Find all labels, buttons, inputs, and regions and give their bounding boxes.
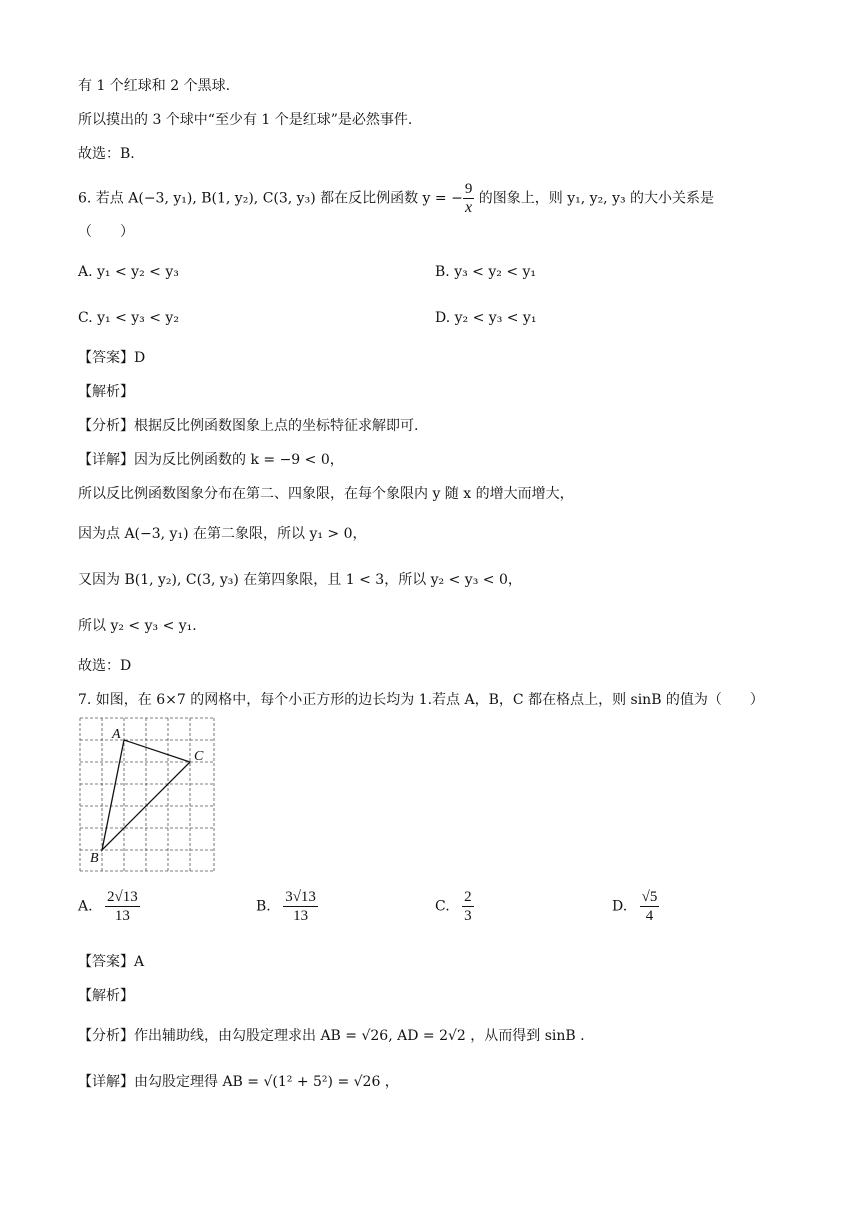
- fraction-numerator: 2: [464, 889, 472, 905]
- option-a: A. y₁ < y₂ < y₃: [78, 264, 179, 280]
- detail-line: 所以 y₂ < y₃ < y₁.: [78, 618, 197, 634]
- text-line: 有 1 个红球和 2 个黑球.: [78, 78, 231, 94]
- analysis-label: 【解析】: [78, 384, 134, 400]
- fraction: [462, 888, 474, 925]
- analysis-label: 【解析】: [78, 988, 134, 1004]
- option-b: [256, 888, 318, 925]
- fraction-numerator: 9: [464, 181, 473, 197]
- point-label-b: B: [90, 851, 99, 866]
- answer-label: 【答案】D: [78, 350, 146, 366]
- option-c: C. y₁ < y₃ < y₂: [78, 310, 179, 326]
- fraction: [283, 888, 318, 925]
- option-label: A.: [78, 898, 93, 915]
- detail-line: 【详解】由勾股定理得 AB = √(1² + 5²) = √26 ，: [78, 1074, 399, 1090]
- option-label: D.: [612, 898, 628, 915]
- question-7-stem: 7. 如图，在 6×7 的网格中，每个小正方形的边长均为 1.若点 A，B，C 都在格点上，则 sinB 的值为（ ）: [78, 692, 764, 708]
- grid-triangle-figure: [78, 716, 218, 874]
- fraction-numerator: √5: [641, 889, 658, 905]
- option-b: B. y₃ < y₂ < y₁: [435, 264, 537, 280]
- analysis-line: 【分析】根据反比例函数图象上点的坐标特征求解即可.: [78, 418, 419, 434]
- question-6-stem: [78, 180, 714, 217]
- selection-line: 故选：D: [78, 658, 132, 674]
- grid: [80, 718, 214, 871]
- fraction: [105, 888, 140, 925]
- fraction: [463, 180, 475, 217]
- detail-line: 所以反比例函数图象分布在第二、四象限，在每个象限内 y 随 x 的增大而增大，: [78, 486, 574, 502]
- text-line: 故选：B.: [78, 146, 135, 162]
- option-d: D. y₂ < y₃ < y₁: [435, 310, 537, 326]
- fraction-numerator: 3√13: [285, 889, 316, 905]
- q6-stem-part1: 6. 若点 A(−3, y₁), B(1, y₂), C(3, y₃) 都在反比例函数 y = −: [78, 190, 463, 207]
- answer-label: 【答案】A: [78, 954, 145, 970]
- fraction-denominator: x: [465, 199, 473, 216]
- option-label: C.: [435, 898, 450, 915]
- detail-line: 【详解】因为反比例函数的 k = −9 < 0，: [78, 452, 344, 468]
- fraction: [640, 888, 660, 925]
- fraction-denominator: 3: [464, 908, 472, 924]
- text-line: 所以摸出的 3 个球中“至少有 1 个是红球”是必然事件.: [78, 112, 413, 128]
- detail-line: 又因为 B(1, y₂), C(3, y₃) 在第四象限，且 1 < 3，所以 y₂ < y₃ < 0，: [78, 572, 522, 588]
- point-label-a: A: [112, 727, 121, 742]
- option-label: B.: [256, 898, 271, 915]
- detail-line: 因为点 A(−3, y₁) 在第二象限，所以 y₁ > 0，: [78, 526, 367, 542]
- fraction-numerator: 2√13: [107, 889, 138, 905]
- answer-paren: （ ）: [78, 224, 134, 240]
- option-c: [435, 888, 474, 925]
- option-a: [78, 888, 140, 925]
- fraction-denominator: 13: [114, 908, 130, 924]
- analysis-line: 【分析】作出辅助线，由勾股定理求出 AB = √26, AD = 2√2 ，从而得到 sinB .: [78, 1028, 585, 1044]
- fraction-denominator: 4: [645, 908, 654, 924]
- q6-stem-part2: 的图象上，则 y₁, y₂, y₃ 的大小关系是: [474, 190, 715, 207]
- fraction-denominator: 13: [293, 908, 309, 924]
- option-d: [612, 888, 659, 925]
- point-label-c: C: [194, 749, 204, 764]
